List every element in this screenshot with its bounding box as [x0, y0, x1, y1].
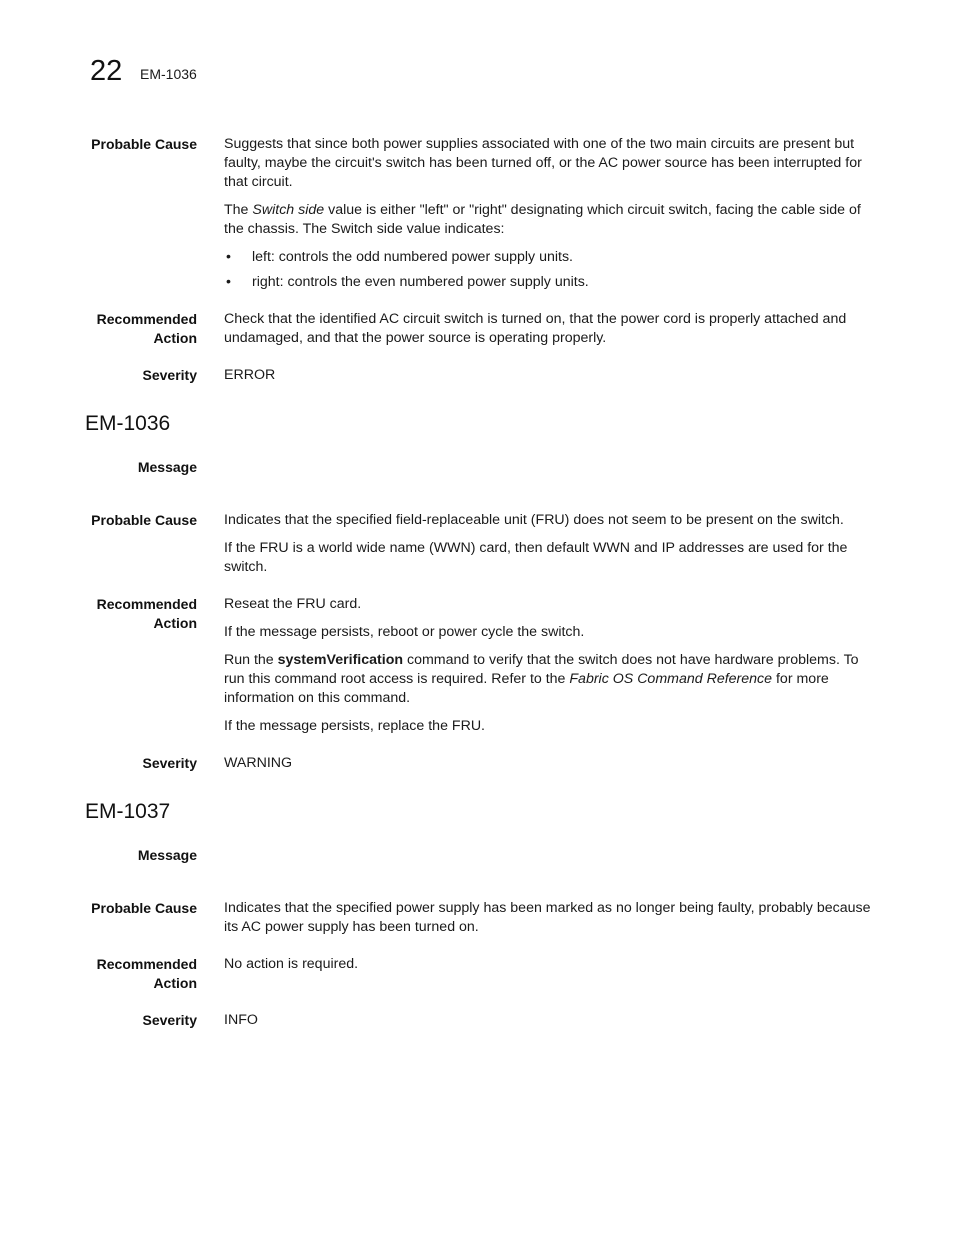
- recommended-action-content: [224, 595, 874, 745]
- severity-value: ERROR: [224, 367, 276, 383]
- probable-cause-paragraph: Indicates that the specified power supply has been marked as no longer being faulty, probably because its AC power supply has been turned on.: [224, 900, 871, 935]
- switch-side-list: [224, 248, 874, 292]
- list-item: • right: controls the even numbered power supply units.: [226, 274, 589, 290]
- recommended-action-paragraph: Check that the identified AC circuit switch is turned on, that the power cord is properly attached and undamaged, and that the power source is operating properly.: [224, 311, 847, 346]
- probable-cause-content: [224, 511, 874, 586]
- message-label: Message: [137, 847, 197, 863]
- severity-label: Severity: [142, 755, 197, 771]
- message-label: Message: [137, 459, 197, 475]
- severity-label: Severity: [142, 367, 197, 383]
- action-paragraph: If the message persists, replace the FRU.: [224, 718, 486, 734]
- section-title-em-1037: EM-1037: [85, 800, 171, 823]
- reference-title: Fabric OS Command Reference: [569, 671, 773, 687]
- list-item: • left: controls the odd numbered power supply units.: [226, 249, 573, 265]
- action-paragraph: Run the systemVerification command to verify that the switch does not have hardware problems. To run this command root access is required. Refer to the Fabric OS Command Reference for more information on this command.: [224, 652, 859, 706]
- chapter-number: 22: [90, 55, 123, 87]
- running-title: EM-1036: [140, 66, 197, 82]
- probable-cause-paragraph: Indicates that the specified field-replaceable unit (FRU) does not seem to be present on the switch.: [224, 512, 844, 528]
- severity-value: WARNING: [224, 755, 293, 771]
- probable-cause-label: Probable Cause: [91, 512, 197, 528]
- probable-cause-paragraph: Suggests that since both power supplies associated with one of the two main circuits are present but faulty, maybe the circuit's switch has been turned off, or the AC power source has been interrupted for that circuit.: [224, 136, 862, 190]
- recommended-action-label: Recommended Action: [96, 311, 197, 346]
- command-name: systemVerification: [277, 652, 404, 668]
- recommended-action-content: [224, 310, 874, 357]
- probable-cause-content: [224, 135, 874, 298]
- action-paragraph: No action is required.: [224, 956, 359, 972]
- severity-value: INFO: [224, 1012, 258, 1028]
- bullet-icon: •: [226, 249, 231, 265]
- recommended-action-label: Recommended Action: [96, 956, 197, 991]
- bullet-icon: •: [226, 274, 231, 290]
- probable-cause-content: [224, 899, 874, 946]
- probable-cause-label: Probable Cause: [91, 136, 197, 152]
- recommended-action-content: [224, 955, 874, 983]
- probable-cause-label: Probable Cause: [91, 900, 197, 916]
- probable-cause-paragraph: If the FRU is a world wide name (WWN) card, then default WWN and IP addresses are used for the switch.: [224, 540, 848, 575]
- switch-side-term: Switch side: [252, 202, 325, 218]
- action-paragraph: If the message persists, reboot or power cycle the switch.: [224, 624, 585, 640]
- action-paragraph: Reseat the FRU card.: [224, 596, 362, 612]
- severity-label: Severity: [142, 1012, 197, 1028]
- switch-side-paragraph: The Switch side value is either "left" or "right" designating which circuit switch, facing the cable side of the chassis. The Switch side value indicates:: [224, 202, 861, 237]
- recommended-action-label: Recommended Action: [96, 596, 197, 631]
- section-title-em-1036: EM-1036: [85, 412, 171, 435]
